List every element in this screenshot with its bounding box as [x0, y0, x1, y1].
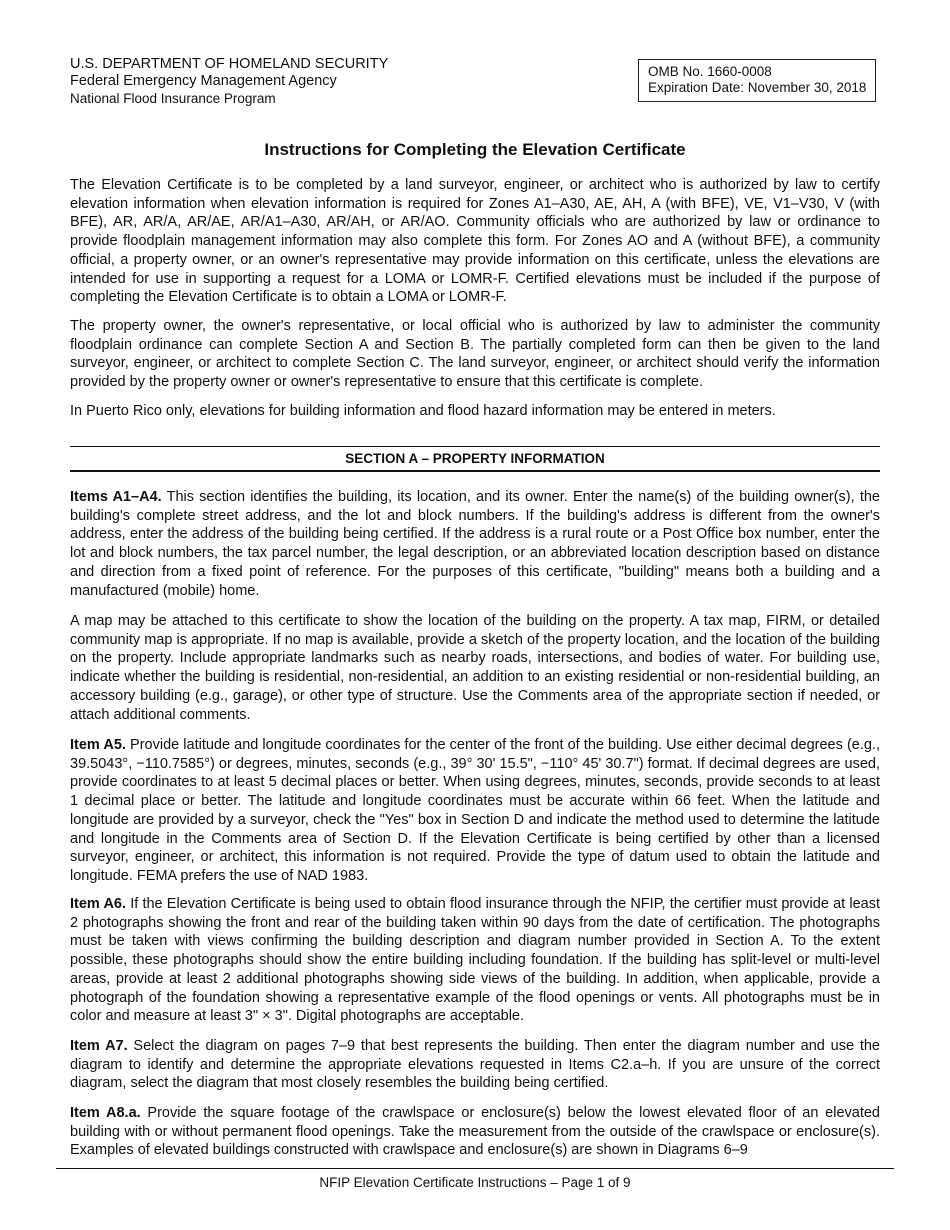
department-name: U.S. DEPARTMENT OF HOMELAND SECURITY	[70, 56, 389, 72]
agency-name: Federal Emergency Management Agency	[70, 73, 337, 89]
document-title: Instructions for Completing the Elevation Certificate	[264, 140, 686, 159]
item-label: Items A1–A4.	[70, 489, 162, 505]
program-name: National Flood Insurance Program	[70, 91, 276, 106]
item-paragraph	[70, 1104, 880, 1160]
intro-paragraph: The Elevation Certificate is to be completed by a land surveyor, engineer, or architect who is authorized by law to certify elevation information when elevation information is required for Zones A1–A30, AE, AH, A (with BFE), VE, V1–V30, V (with BFE), AR, AR/A, AR/AE, AR/A1–A30, AR/AH, or AR/AO. Community officials who are authorized by law or ordinance to provide floodplain management information may also complete this form. For Zones AO and A (without BFE), a community official, a property owner, or an owner's representative may provide information on this certificate, unless the elevations are intended for use in supporting a request for a LOMA or LOMR-F. Certified elevations must be included if the purpose of completing the Elevation Certificate is to obtain a LOMA or LOMR-F.	[70, 177, 880, 306]
omb-number: OMB No. 1660-0008	[648, 64, 772, 79]
item-text: This section identifies the building, its location, and its owner. Enter the name(s) of the building owner(s), the building's complete street address, and the lot and block numbers. If the building's address is different from the owner's address, enter the address of the building being certified. If the address is a rural route or a Post Office box number, enter the lot and block numbers, the tax parcel number, the legal description, or an abbreviated location description based on distance and direction from a fixed point of reference. For the purposes of this certificate, "building" means both a building and a manufactured (mobile) home.	[70, 489, 880, 599]
item-text: Provide latitude and longitude coordinates for the center of the front of the building. Use either decimal degrees (e.g., 39.5043°, −110.7585°) or degrees, minutes, seconds (e.g., 39° 30' 15.5", −110° 45' 30.7") format. If decimal degrees are used, provide coordinates to at least 5 decimal places or better. When using degrees, minutes, seconds, provide seconds to at least 1 decimal place or better. The latitude and longitude coordinates must be accurate within 66 feet. When the latitude and longitude are provided by a surveyor, check the "Yes" box in Section D and indicate the method used to determine the latitude and longitude in the Comments area of Section D. If the Elevation Certificate is being certified by other than a licensed surveyor, engineer, or architect, this information is not required. Provide the type of datum used to obtain the latitude and longitude. FEMA prefers the use of NAD 1983.	[70, 737, 880, 884]
item-label: Item A5.	[70, 737, 126, 753]
item-label: Item A7.	[70, 1038, 128, 1054]
page-footer: NFIP Elevation Certificate Instructions – Page 1 of 9	[319, 1175, 631, 1190]
item-paragraph	[70, 736, 880, 886]
intro-paragraph: The property owner, the owner's representative, or local official who is authorized by law to administer the community floodplain ordinance can complete Section A and Section B. The partially completed form can then be given to the land surveyor, engineer, or architect to complete Section C. The land surveyor, engineer, or architect should verify the information provided by the property owner or owner's representative to ensure that this certificate is complete.	[70, 318, 880, 391]
omb-expiration: Expiration Date: November 30, 2018	[648, 80, 867, 95]
agency-header	[70, 56, 388, 107]
omb-box	[638, 59, 876, 102]
footer-divider	[56, 1168, 894, 1169]
item-text: If the Elevation Certificate is being used to obtain flood insurance through the NFIP, the certifier must provide at least 2 photographs showing the front and rear of the building taken within 90 days from the date of certification. The photographs must be taken with views confirming the building description and diagram number provided in Section A. To the extent possible, these photographs should show the entire building including foundation. If the building has split-level or multi-level areas, provide at least 2 additional photographs showing side views of the building. In addition, when applicable, provide a photograph of the foundation showing a representative example of the flood openings or vents. All photographs must be in color and measure at least 3" × 3". Digital photographs are acceptable.	[70, 896, 880, 1025]
section-a-heading: SECTION A – PROPERTY INFORMATION	[70, 446, 880, 472]
intro-paragraph: In Puerto Rico only, elevations for building information and flood hazard information may be entered in meters.	[70, 403, 776, 419]
item-text: Select the diagram on pages 7–9 that best represents the building. Then enter the diagram number and use the diagram to identify and determine the appropriate elevations requested in Items C2.a–h. If you are unsure of the correct diagram, select the diagram that most closely resembles the building being certified.	[70, 1038, 880, 1092]
item-label: Item A6.	[70, 896, 127, 912]
item-label: Item A8.a.	[70, 1105, 141, 1121]
item-paragraph	[70, 612, 880, 724]
item-paragraph	[70, 488, 880, 600]
item-paragraph	[70, 1037, 880, 1093]
item-paragraph	[70, 895, 880, 1026]
item-text: Provide the square footage of the crawlspace or enclosure(s) below the lowest elevated floor of an elevated building with or without permanent flood openings. Take the measurement from the outside of the crawlspace or enclosure(s). Examples of elevated buildings constructed with crawlspace and enclosure(s) are shown in Diagrams 6–9	[70, 1105, 880, 1159]
item-text: A map may be attached to this certificate to show the location of the building on the property. A tax map, FIRM, or detailed community map is appropriate. If no map is available, provide a sketch of the property location, and the location of the building on the property. Include appropriate landmarks such as nearby roads, intersections, and bodies of water. For building use, indicate whether the building is residential, non-residential, an addition to an existing residential or non-residential building, an accessory building (e.g., garage), or other type of structure. Use the Comments area of the appropriate section if needed, or attach additional comments.	[70, 613, 880, 723]
